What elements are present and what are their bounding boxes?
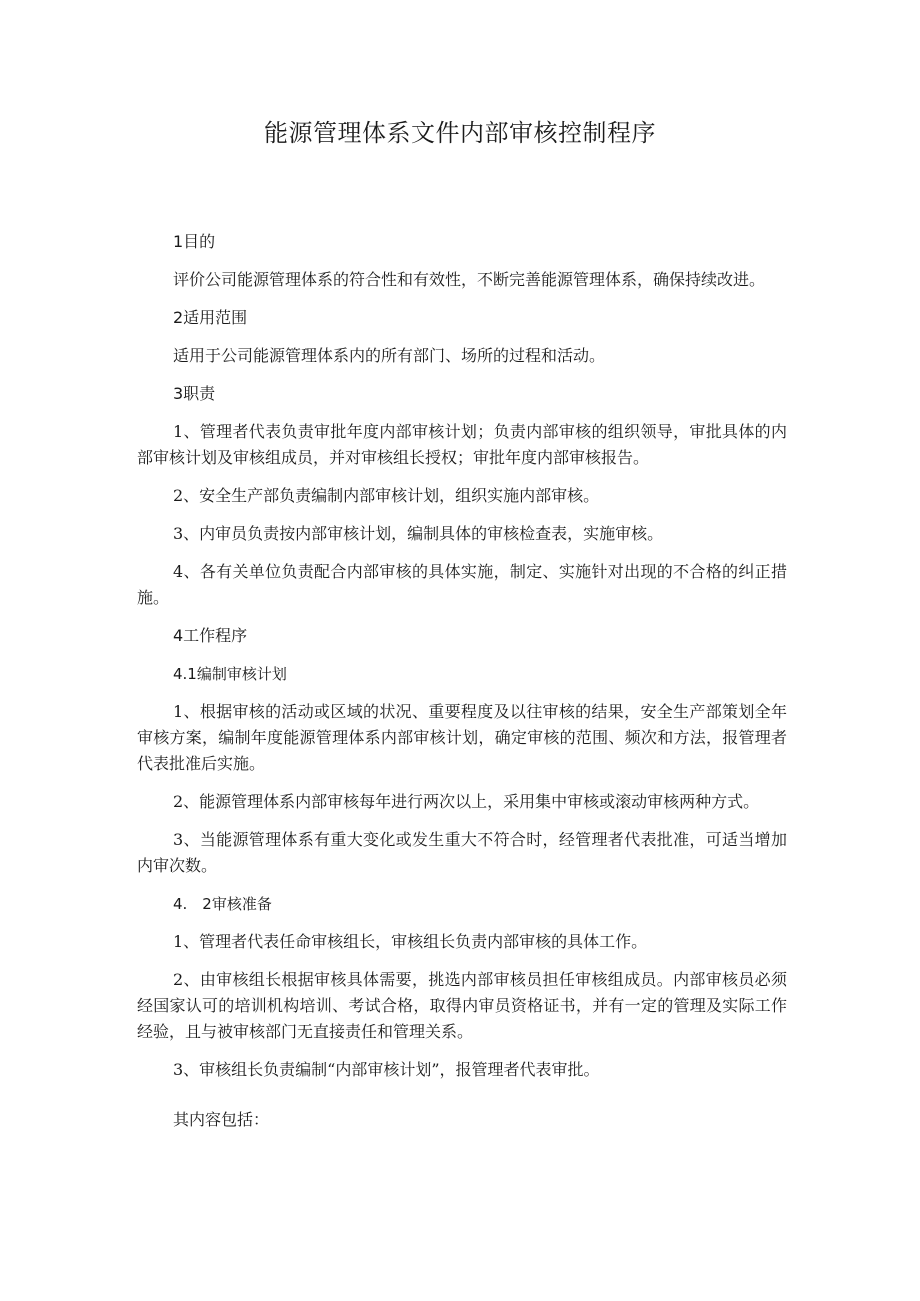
document-body bbox=[137, 229, 787, 1145]
paragraph-contents-include: 其内容包括： bbox=[173, 1110, 270, 1129]
paragraph-audit-preparation-1: 1、管理者代表任命审核组长，审核组长负责内部审核的具体工作。 bbox=[173, 932, 648, 951]
subsection-heading-audit-preparation: 4. 2审核准备 bbox=[173, 895, 272, 913]
paragraph-audit-plan-2: 2、能源管理体系内部审核每年进行两次以上，采用集中审核或滚动审核两种方式。 bbox=[173, 792, 760, 811]
paragraph-audit-preparation-2: 2、由审核组长根据审核具体需要，挑选内部审核员担任审核组成员。内部审核员必须经国家认可的培训机构培训、考试合格，取得内审员资格证书，并有一定的管理及实际工作经验，且与被审核部门无直接责任和管理关系。 bbox=[137, 970, 787, 1041]
paragraph-responsibility-1: 1、管理者代表负责审批年度内部审核计划；负责内部审核的组织领导，审批具体的内部审核计划及审核组成员，并对审核组长授权；审批年度内部审核报告。 bbox=[137, 422, 787, 467]
paragraph-purpose: 评价公司能源管理体系的符合性和有效性，不断完善能源管理体系，确保持续改进。 bbox=[173, 270, 766, 289]
subsection-heading-audit-plan: 4.1编制审核计划 bbox=[173, 665, 287, 683]
section-heading-procedure: 4工作程序 bbox=[173, 626, 248, 645]
paragraph-responsibility-3: 3、内审员负责按内部审核计划，编制具体的审核检查表，实施审核。 bbox=[173, 524, 664, 543]
section-heading-purpose: 1目的 bbox=[173, 232, 216, 251]
section-heading-responsibilities: 3职责 bbox=[173, 384, 216, 403]
paragraph-audit-plan-3: 3、当能源管理体系有重大变化或发生重大不符合时，经管理者代表批准，可适当增加内审次数。 bbox=[137, 830, 787, 875]
paragraph-responsibility-2: 2、安全生产部负责编制内部审核计划，组织实施内部审核。 bbox=[173, 486, 600, 505]
paragraph-scope: 适用于公司能源管理体系内的所有部门、场所的过程和活动。 bbox=[173, 346, 606, 365]
paragraph-responsibility-4: 4、各有关单位负责配合内部审核的具体实施，制定、实施针对出现的不合格的纠正措施。 bbox=[137, 562, 787, 607]
paragraph-audit-plan-1: 1、根据审核的活动或区域的状况、重要程度及以往审核的结果，安全生产部策划全年审核方案，编制年度能源管理体系内部审核计划，确定审核的范围、频次和方法，报管理者代表批准后实施。 bbox=[137, 702, 787, 773]
section-heading-scope: 2适用范围 bbox=[173, 308, 248, 327]
document-title: 能源管理体系文件内部审核控制程序 bbox=[264, 119, 656, 147]
paragraph-audit-preparation-3: 3、审核组长负责编制“内部审核计划”，报管理者代表审批。 bbox=[173, 1060, 600, 1079]
